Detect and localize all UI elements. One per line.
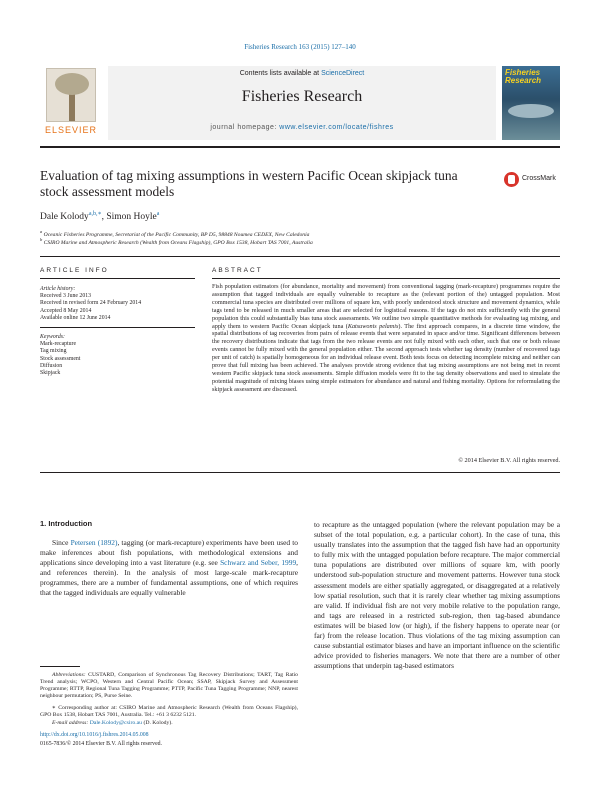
crossmark-badge[interactable] [504,172,560,188]
article-info-heading: ARTICLE INFO [40,267,109,274]
keyword-item: Skipjack [40,370,61,377]
elsevier-logo[interactable] [40,68,102,138]
history-accepted: Accepted 8 May 2014 [40,307,92,314]
affiliation-text: Oceanic Fisheries Programme, Secretariat of the Pacific Community, BP D5, 98848 Noumea CEDEX, New Caledonia [43,231,310,238]
author-name[interactable]: Simon Hoyle [106,212,157,223]
email-suffix: (D. Kolody). [142,720,173,726]
keywords-label: Keywords: [40,334,65,341]
abbreviations-text: CUSTARD, Comparison of Synchronous Tag Recovery Distributions; TART, Tag Ratio Trend analysis; WCPO, Western and Central Pacific Ocean; SSAP, Skipjack Survey and Assessment Programme; RTTP, Regional Tuna Tagging Programme; PTTP, Pacific Tuna Tagging Programme; NNP, nearest neighbour permutation; PS, Purse Seine. [40,672,298,700]
history-label: Article history: [40,286,76,292]
author-name[interactable]: Dale Kolody [40,212,89,223]
homepage-label: journal homepage: [210,124,280,131]
history-online: Available online 12 June 2014 [40,314,111,321]
abstract-copyright: © 2014 Elsevier B.V. All rights reserved. [458,457,560,464]
author-affiliation-marks[interactable]: a [156,211,160,217]
journal-citation[interactable]: Fisheries Research 163 (2015) 127–140 [244,43,356,51]
article-title: Evaluation of tag mixing assumptions in western Pacific Ocean skipjack tuna stock assessment models [40,168,458,199]
author-affiliation-marks[interactable]: a,b,∗ [88,211,102,217]
doi-link[interactable]: http://dx.doi.org/10.1016/j.fishres.2014.05.008 [40,732,149,738]
intro-text: , tagging (or mark-recapture) experiments have been used to make inferences about fish populations, with methodological extensions and applications since developing into a vast literature (e.g. see [40,538,299,568]
crossmark-label: CrossMark [522,175,556,182]
keyword-item: Tag mixing [40,348,67,355]
footnote-abbreviations [40,672,298,700]
history-received: Received 3 June 2013 [40,293,92,300]
intro-paragraph-right: to recapture as the untagged population (where the relevant population may be a subset of the total population, e.g. a particular cohort). In the case of tuna, this usually translates into the assumption that the tagged fish have had an opportunity to fully mix with the untagged population before recapture. The major commercial tuna populations are distributed over millions of square km, with poorly understood sub-population structure and movement patterns. However tuna stock assessment models are either spatially aggregated, or disaggregated at a relatively low spatial resolution, such that it is rarely clear whether tag mixing assumptions are valid. If individual fish are not very mobile relative to the population range, and tags are released in a restricted sub-region, then tag-based abundance estimates will be biased low (or high), if the fishery happens to operate near (or far) from the release location. Thus violations of the tag mixing assumption can cause substantial estimator biases and have an important influence on the scientific advice provided to fisheries managers. We note that there are a number of other assumptions that underpin tag-based estimators [314,520,560,671]
reference-link[interactable]: Petersen (1892) [70,538,118,547]
abstract-part2: ). The first approach compares, in a discrete time window, the spatial distributions of tag recoveries from pairs of release events that were separated in space and/or time. Significant differences between the recovery distributions indicate that tags from the two release events are not fully mixed with each other, such that one or both release events cannot be fully mixed with the general population either. The second approach tests whether tag density (number of recovered tags per unit of catch) is spatially homogeneous for an individual release event. Both tests focus on detecting incomplete mixing and neither can prove that full mixing has been achieved. The analyses provide strong evidence that tag mixing assumptions are not being met in recent western Pacific skipjack tuna stock assessments. Simple diffusion models were fit to the tag density observations and used to simulate the potential magnitude of mixing biases using simple estimators for abundance and natural and fishing mortality. Options for reformulating the skipjack assessment are discussed. [212,322,560,393]
crossmark-icon [504,172,519,187]
keyword-item: Mark-recapture [40,341,77,348]
section-heading-introduction: 1. Introduction [40,519,93,528]
journal-cover[interactable] [502,66,560,140]
affiliation-text: CSIRO Marine and Atmospheric Research (Wealth from Oceans Flagship), GPO Box 1538, Hobart TAS 7001, Australia [43,239,313,246]
abstract-rule [212,278,560,279]
cover-title [505,69,557,85]
reference-link[interactable]: Schwarz and Seber, 1999 [220,558,297,568]
email-link[interactable]: Dale.Kolody@csiro.au [89,720,143,726]
affiliation-mark: a [40,229,43,234]
fish-icon [508,104,554,118]
footnote-corresponding-author [40,705,298,719]
keyword-item: Stock assessment [40,355,81,362]
article-info-rule [40,278,195,279]
elsevier-wordmark: ELSEVIER [44,125,98,135]
corresponding-mark: ∗ [52,705,56,711]
sciencedirect-link[interactable]: ScienceDirect [321,70,365,77]
journal-banner [108,66,496,140]
history-revised: Received in revised form 24 February 2014 [40,300,142,307]
abstract-divider [40,472,560,473]
contents-line [108,70,496,77]
affiliation-mark: b [40,237,43,242]
corresponding-text: Corresponding author at: CSIRO Marine and Atmospheric Research (Wealth from Oceans Flagship), GPO Box 1538, Hobart TAS 7001, Australia. Tel.: +61 3 6232 5121. [40,705,298,719]
journal-header [40,66,560,140]
footnote-email [40,720,298,727]
intro-text: , and references therein). In the analysis of most large-scale mark-recapture programmes, there are a number of fundamental assumptions, one of which requires that the tagged individuals are equally vulnerable [40,558,298,598]
email-label: E-mail address: [52,720,89,726]
author-separator: , [101,212,107,223]
abstract-heading: ABSTRACT [212,267,263,274]
journal-homepage [108,124,496,131]
issn-line: 0165-7836/© 2014 Elsevier B.V. All rights reserved. [40,741,162,747]
keyword-item: Diffusion [40,362,63,369]
intro-text: Since [52,538,71,547]
elsevier-tree-icon [46,68,96,122]
cover-title-line1: Fisheries [505,68,541,77]
abbreviations-label: Abbreviations: [52,672,86,678]
footnote-rule [40,666,80,667]
keywords-divider [40,327,195,328]
article-info [40,286,195,377]
abstract-body [212,283,560,394]
affiliation-b [40,237,313,246]
contents-prefix: Contents lists available at [239,70,322,77]
homepage-link[interactable]: www.elsevier.com/locate/fishres [279,124,394,131]
journal-title: Fisheries Research [241,88,363,105]
cover-title-line2: Research [505,76,542,85]
author-list [40,210,159,222]
header-divider [40,146,560,148]
affiliation-divider [40,256,560,257]
species-name: Katsuwonis pelamis [347,322,399,330]
abstract-part1: Fish population estimators (for abundance, mortality and movement) from conventional tagging (mark-recapture) programmes require the assumption that tagged individuals are equally vulnerable to recapture as the (relevant portion of the) untagged population. Most commercial tuna species are distributed over millions of square km, with poorly understood stock structure and movement dynamics, while tags tend to be released in much smaller areas that are selected for logistical reasons. If the tags do not mix sufficiently with the general population this could substantially bias tuna stock assessments. We outline two simple quantitative methods for evaluating tag mixing, and apply them to western Pacific Ocean skipjack tuna ( [212,283,560,330]
intro-paragraph-left [40,538,298,599]
